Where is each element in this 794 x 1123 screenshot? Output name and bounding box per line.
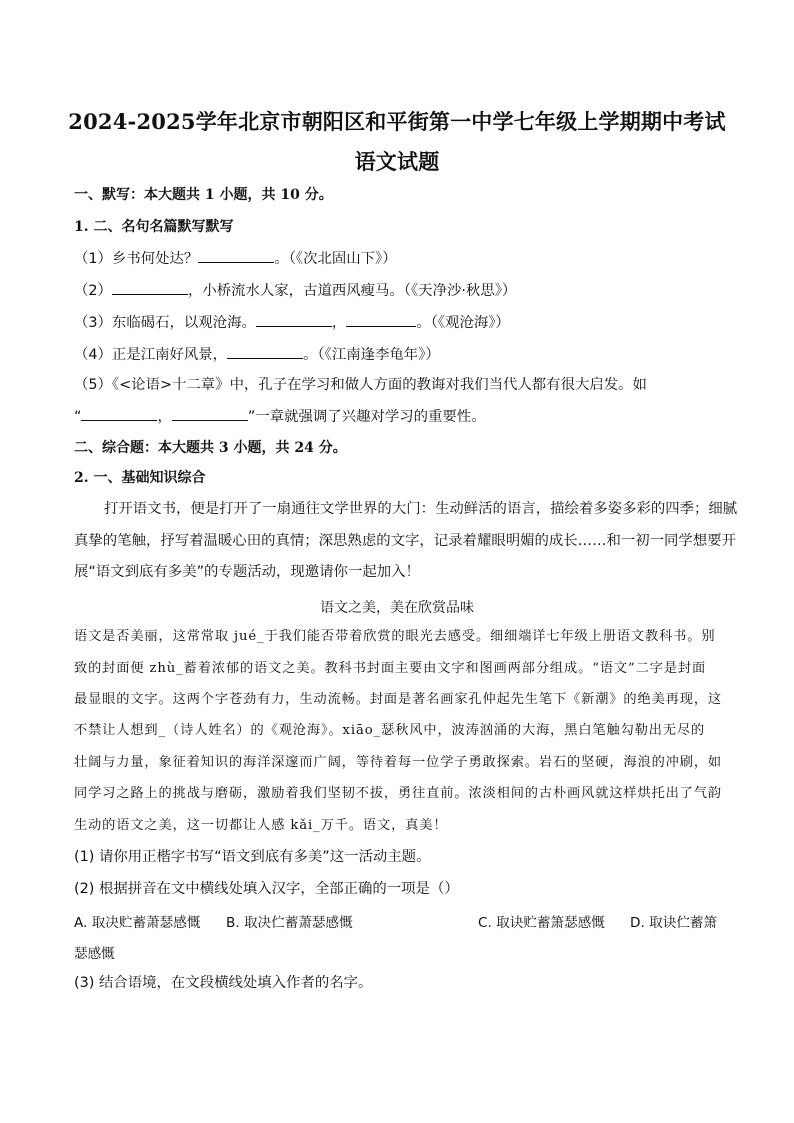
passage-line: 同学习之路上的挑战与磨砺，激励着我们坚韧不拔，勇往直前。浓淡相间的古朴画风就这样烘托出了气韵 [74,786,723,801]
passage-line: 壮阔与力量，象征着知识的海洋深邃而广阔，等待着每一位学子勇敢探索。岩石的坚硬，海浪的冲刷，如 [74,755,723,770]
sub-question-3: (3) 结合语境，在文段横线处填入作者的名字。 [74,975,373,991]
option-b[interactable]: B. 取决伫蓄萧瑟感慨 [226,915,353,931]
exam-title: 2024-2025学年北京市朝阳区和平街第一中学七年级上学期期中考试 [68,109,726,134]
recitation-item-2: （2） ，小桥流水人家，古道西风瘦马。（《天净沙·秋思》） [74,283,517,299]
option-a[interactable]: A. 取决贮蓄萧瑟感慨 [74,915,201,931]
question1-heading: 1. 二、名句名篇默写默写 [74,219,234,235]
answer-blank[interactable] [172,407,248,421]
answer-blank[interactable] [112,281,188,295]
answer-blank[interactable] [346,313,416,327]
option-c[interactable]: C. 取诀贮蓄箫瑟感慨 [478,915,605,931]
recitation-item-5: （5）《<论语>十二章》中，孔子在学习和做人方面的教诲对我们当代人都有很大启发。如 [74,377,647,393]
answer-blank[interactable] [227,345,303,359]
section1-header: 一、默写：本大题共 1 小题，共 10 分。 [74,187,333,203]
recitation-item-3: （3）东临碣石，以观沧海。 ， 。（《观沧海》） [74,315,510,331]
sub-question-2: (2) 根据拼音在文中横线处填入汉字，全部正确的一项是（） [74,881,459,897]
sub-question-1: (1) 请你用正楷字书写“语文到底有多美”这一活动主题。 [74,849,431,865]
answer-blank[interactable] [81,407,157,421]
question2-heading: 2. 一、基础知识综合 [74,470,206,486]
exam-subtitle: 语文试题 [354,149,440,174]
passage-line: 生动的语文之美，这一切都让人感 kǎi_万千。语文，真美！ [74,818,448,833]
intro-paragraph-line: 打开语文书，便是打开了一扇通往文学世界的大门：生动鲜活的语言，描绘着多姿多彩的四季；细腻 [104,501,738,517]
passage-line: 不禁让人想到_（诗人姓名）的《观沧海》。xiāo_瑟秋风中，波涛汹涌的大海，黑白笔触勾勒出无尽的 [74,723,706,738]
intro-paragraph-line: 真挚的笔触，抒写着温暖心田的真情；深思熟虑的文字，记录着耀眼明媚的成长……和一初一同学想要开 [74,533,736,549]
passage-line: 语文是否美丽，这常常取 jué_于我们能否带着欣赏的眼光去感受。细细端详七年级上册语文教科书。别 [74,629,716,644]
answer-blank[interactable] [256,313,332,327]
answer-blank[interactable] [198,249,274,263]
passage-line: 致的封面便 zhù_蓄着浓郁的语文之美。教科书封面主要由文字和图画两部分组成。“语文”二字是封面 [74,661,707,676]
passage-title: 语文之美，美在欣赏品味 [320,600,474,616]
option-d[interactable]: D. 取诀伫蓄箫 [630,915,718,931]
passage-line: 最显眼的文字。这两个字苍劲有力，生动流畅。封面是著名画家孔仲起先生笔下《新潮》的绝美再现，这 [74,692,723,707]
recitation-item-1: （1）乡书何处达？ 。（《次北固山下》） [74,251,397,267]
recitation-item-4: （4）正是江南好风景， 。（《江南逢李龟年》） [74,347,440,363]
recitation-item-5-cont: “ ， ”一章就强调了兴趣对学习的重要性。 [74,409,486,425]
section2-header: 二、综合题：本大题共 3 小题，共 24 分。 [74,440,347,456]
option-d-continuation: 瑟感慨 [74,946,115,962]
intro-paragraph-line: 展“语文到底有多美”的专题活动，现邀请你一起加入！ [74,564,420,580]
